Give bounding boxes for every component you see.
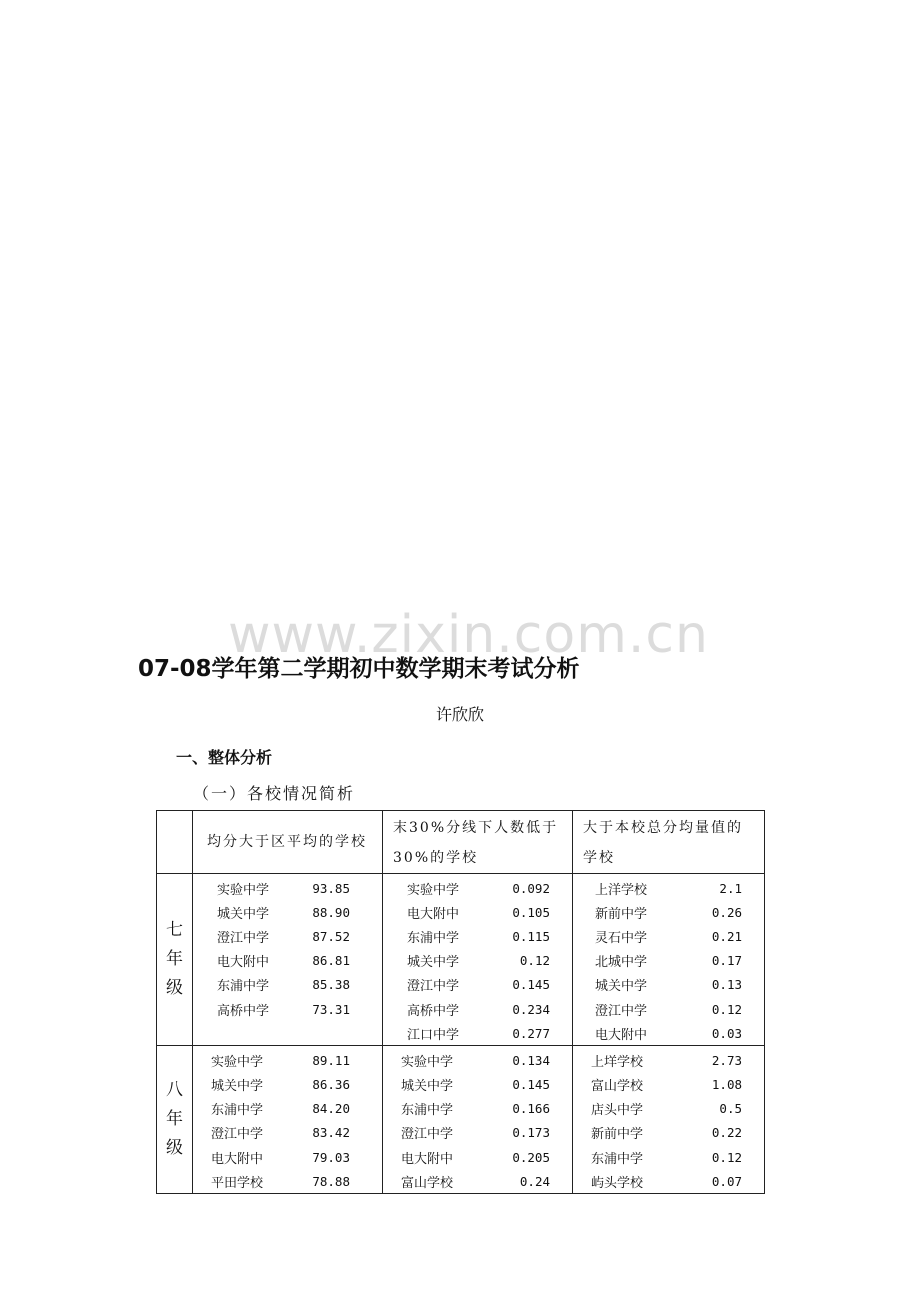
school-name: 实验中学 — [407, 882, 460, 898]
value: 0.13 — [711, 977, 742, 993]
list-item — [407, 949, 550, 973]
school-name: 店头中学 — [591, 1103, 644, 1119]
value: 1.08 — [711, 1077, 742, 1093]
value: 0.234 — [512, 1001, 550, 1017]
school-name: 新前中学 — [591, 1127, 644, 1143]
list-item — [217, 900, 350, 924]
watermark: www.zixin.com.cn — [228, 605, 709, 665]
value: 88.90 — [312, 904, 350, 920]
value: 0.5 — [719, 1101, 742, 1117]
school-name: 澄江中学 — [401, 1127, 454, 1143]
list-item — [401, 1097, 550, 1121]
list-item — [211, 1121, 350, 1145]
list-item — [591, 1121, 742, 1145]
list-item — [211, 1048, 350, 1072]
school-name: 城关中学 — [401, 1079, 454, 1095]
list-item — [591, 1145, 742, 1169]
school-analysis-table — [156, 810, 765, 1194]
document-title: 07-08学年第二学期初中数学期末考试分析 — [138, 656, 580, 682]
value: 79.03 — [312, 1149, 350, 1165]
list-item — [407, 876, 550, 900]
list-item — [217, 997, 350, 1021]
value: 84.20 — [312, 1101, 350, 1117]
list-item — [591, 1097, 742, 1121]
school-name: 城关中学 — [217, 906, 270, 922]
list-item — [591, 1169, 742, 1193]
list-item — [595, 949, 742, 973]
school-name: 屿头学校 — [591, 1175, 644, 1191]
value: 0.17 — [711, 953, 742, 969]
list-item — [595, 900, 742, 924]
school-name: 实验中学 — [401, 1054, 454, 1070]
value: 0.12 — [519, 953, 550, 969]
value: 86.36 — [312, 1077, 350, 1093]
school-name: 电大附中 — [401, 1151, 454, 1167]
value: 0.21 — [711, 928, 742, 944]
school-name: 高桥中学 — [217, 1003, 270, 1019]
list-item — [217, 973, 350, 997]
section-heading: 一、整体分析 — [176, 748, 273, 767]
value: 0.173 — [512, 1125, 550, 1141]
value: 0.12 — [711, 1149, 742, 1165]
value: 78.88 — [312, 1173, 350, 1189]
school-name: 江口中学 — [407, 1027, 460, 1043]
list-item — [595, 997, 742, 1021]
value: 0.277 — [512, 1025, 550, 1041]
school-name: 灵石中学 — [595, 930, 648, 946]
value: 89.11 — [312, 1052, 350, 1068]
school-name: 城关中学 — [211, 1079, 264, 1095]
school-name: 实验中学 — [217, 882, 270, 898]
school-name: 新前中学 — [595, 906, 648, 922]
school-name: 澄江中学 — [407, 979, 460, 995]
school-name: 高桥中学 — [407, 1003, 460, 1019]
school-name: 澄江中学 — [595, 1003, 648, 1019]
list-item — [407, 1021, 550, 1045]
value: 2.73 — [711, 1052, 742, 1068]
value: 0.145 — [512, 977, 550, 993]
value: 0.205 — [512, 1149, 550, 1165]
value: 0.166 — [512, 1101, 550, 1117]
list-item — [401, 1169, 550, 1193]
value: 0.092 — [512, 880, 550, 896]
list-item — [595, 973, 742, 997]
school-name: 电大附中 — [217, 955, 270, 971]
list-item — [211, 1145, 350, 1169]
table-header-row — [157, 811, 765, 874]
list-item — [591, 1048, 742, 1072]
value: 0.26 — [711, 904, 742, 920]
school-name: 城关中学 — [595, 979, 648, 995]
subsection-heading: （一）各校情况简析 — [193, 784, 356, 803]
school-name: 东浦中学 — [217, 979, 270, 995]
value: 87.52 — [312, 928, 350, 944]
school-name: 电大附中 — [595, 1027, 648, 1043]
school-name: 城关中学 — [407, 955, 460, 971]
school-name: 电大附中 — [211, 1151, 264, 1167]
value: 0.24 — [519, 1173, 550, 1189]
value: 0.12 — [711, 1001, 742, 1017]
list-item — [211, 1169, 350, 1193]
grade-row — [157, 1046, 765, 1194]
list-item — [217, 876, 350, 900]
header-corner-cell — [157, 811, 193, 874]
data-cell — [193, 1046, 383, 1194]
list-item — [595, 876, 742, 900]
value: 0.22 — [711, 1125, 742, 1141]
school-name: 澄江中学 — [211, 1127, 264, 1143]
header-cell: 末30%分线下人数低于30%的学校 — [383, 811, 573, 874]
list-item — [401, 1121, 550, 1145]
value: 83.42 — [312, 1125, 350, 1141]
header-cell: 大于本校总分均量值的学校 — [573, 811, 765, 874]
school-name: 上洋学校 — [595, 882, 648, 898]
school-name: 东浦中学 — [401, 1103, 454, 1119]
list-item — [217, 924, 350, 948]
list-item — [217, 949, 350, 973]
list-item — [407, 900, 550, 924]
data-cell — [573, 1046, 765, 1194]
school-name: 富山学校 — [401, 1175, 454, 1191]
list-item — [595, 924, 742, 948]
value: 0.07 — [711, 1173, 742, 1189]
value: 0.145 — [512, 1077, 550, 1093]
data-cell — [193, 874, 383, 1046]
list-item — [401, 1048, 550, 1072]
grade-row — [157, 874, 765, 1046]
value: 0.03 — [711, 1025, 742, 1041]
school-name: 东浦中学 — [211, 1103, 264, 1119]
grade-label: 八 年 级 — [157, 1046, 193, 1194]
list-item — [407, 924, 550, 948]
value: 93.85 — [312, 880, 350, 896]
value: 0.105 — [512, 904, 550, 920]
list-item — [211, 1097, 350, 1121]
school-name: 平田学校 — [211, 1175, 264, 1191]
grade-label: 七 年 级 — [157, 874, 193, 1046]
value: 2.1 — [719, 880, 742, 896]
author: 许欣欣 — [435, 705, 484, 724]
list-item — [401, 1145, 550, 1169]
school-name: 实验中学 — [211, 1054, 264, 1070]
school-name: 电大附中 — [407, 906, 460, 922]
list-item — [407, 997, 550, 1021]
data-cell — [383, 1046, 573, 1194]
value: 73.31 — [312, 1001, 350, 1017]
school-name: 上垟学校 — [591, 1054, 644, 1070]
school-name: 富山学校 — [591, 1079, 644, 1095]
list-item — [211, 1073, 350, 1097]
school-name: 东浦中学 — [591, 1151, 644, 1167]
value: 0.115 — [512, 928, 550, 944]
header-cell: 均分大于区平均的学校 — [193, 811, 383, 874]
data-cell — [383, 874, 573, 1046]
school-name: 澄江中学 — [217, 930, 270, 946]
data-cell — [573, 874, 765, 1046]
list-item — [401, 1073, 550, 1097]
school-name: 东浦中学 — [407, 930, 460, 946]
list-item — [407, 973, 550, 997]
school-name: 北城中学 — [595, 955, 648, 971]
value: 85.38 — [312, 977, 350, 993]
list-item — [591, 1073, 742, 1097]
list-item — [595, 1021, 742, 1045]
value: 86.81 — [312, 953, 350, 969]
value: 0.134 — [512, 1052, 550, 1068]
